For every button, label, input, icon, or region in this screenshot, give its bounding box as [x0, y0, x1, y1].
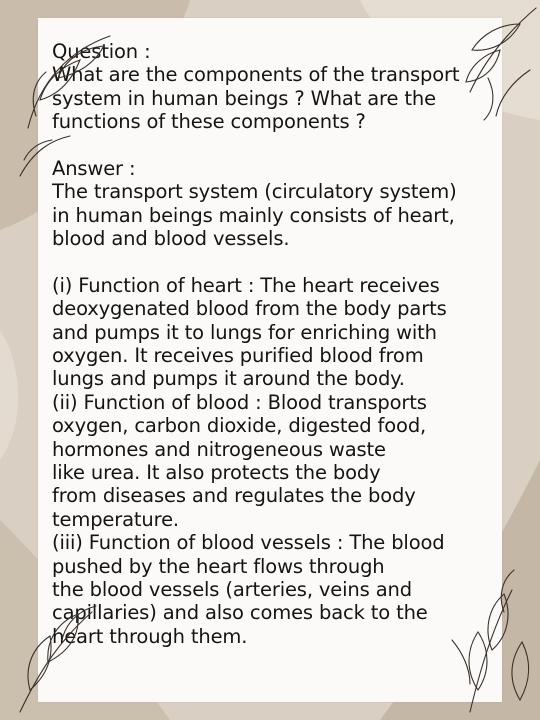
answer-heading: Answer : [52, 156, 136, 180]
question-line: functions of these components ? [52, 110, 366, 134]
answer-detail-line: and pumps it to lungs for enriching with [52, 320, 437, 344]
answer-intro-line: blood and blood vessels. [52, 227, 290, 251]
answer-detail-line: temperature. [52, 507, 179, 531]
answer-detail-line: (i) Function of heart : The heart receives [52, 273, 440, 297]
question-line: system in human beings ? What are the [52, 86, 436, 110]
qa-text-block [52, 40, 502, 648]
answer-detail-line: from diseases and regulates the body [52, 484, 416, 508]
answer-detail-line: (ii) Function of blood : Blood transports [52, 390, 427, 414]
answer-intro-line: in human beings mainly consists of heart, [52, 203, 455, 227]
answer-detail-line: deoxygenated blood from the body parts [52, 297, 447, 321]
answer-detail-line: heart through them. [52, 624, 248, 648]
answer-detail-line: hormones and nitrogeneous waste [52, 437, 386, 461]
answer-detail-line: (iii) Function of blood vessels : The blood [52, 531, 445, 555]
answer-detail-line: pushed by the heart flows through [52, 554, 385, 578]
answer-detail-line: oxygen. It receives purified blood from [52, 344, 424, 368]
spacer [52, 251, 502, 274]
question-heading: Question : [52, 40, 151, 63]
question-line: What are the components of the transport [52, 63, 460, 87]
spacer [52, 134, 502, 157]
answer-intro-line: The transport system (circulatory system) [52, 180, 457, 204]
answer-detail-line: lungs and pumps it around the body. [52, 367, 405, 391]
answer-detail-line: oxygen, carbon dioxide, digested food, [52, 414, 427, 438]
answer-detail-line: the blood vessels (arteries, veins and [52, 577, 412, 601]
answer-detail-line: capillaries) and also comes back to the [52, 601, 428, 625]
answer-detail-line: like urea. It also protects the body [52, 461, 381, 485]
